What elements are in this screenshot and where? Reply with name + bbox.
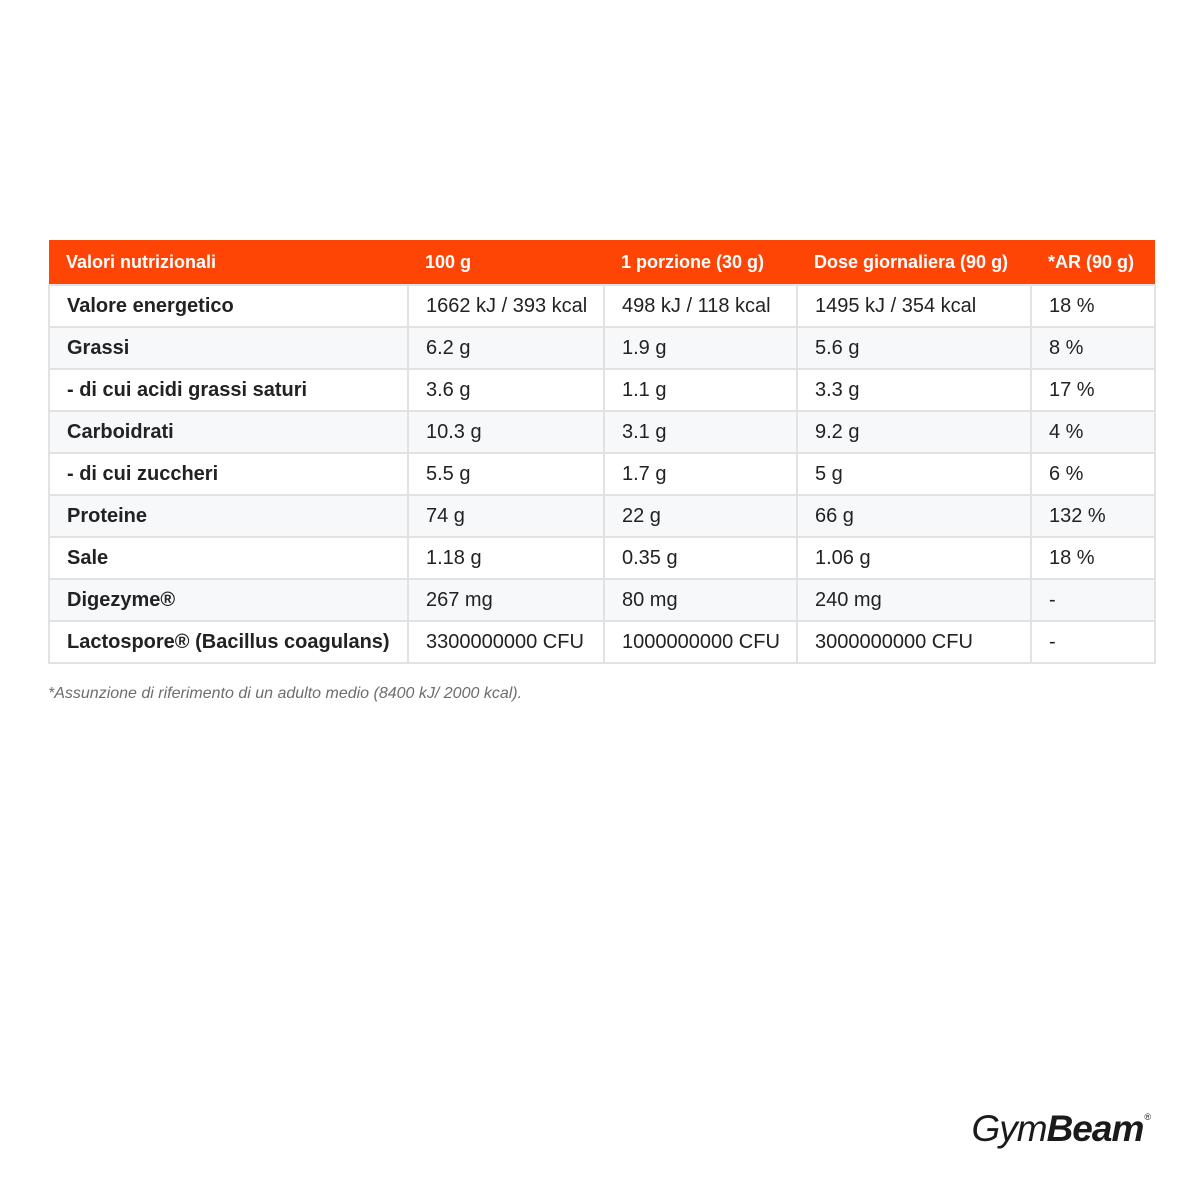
cell-reference-intake: 17 % [1031,369,1155,411]
header-row [49,240,1155,285]
cell-reference-intake: 132 % [1031,495,1155,537]
row-label: Digezyme® [49,579,408,621]
cell-reference-intake: - [1031,579,1155,621]
nutrition-table [48,240,1156,664]
cell-per-portion: 22 g [604,495,797,537]
cell-per-100g: 5.5 g [408,453,604,495]
row-label: Carboidrati [49,411,408,453]
table-row [49,495,1155,537]
header-nutrient: Valori nutrizionali [49,240,408,285]
nutrition-table-header [49,240,1155,285]
header-per-portion: 1 porzione (30 g) [604,240,797,285]
cell-daily-dose: 3000000000 CFU [797,621,1031,663]
cell-reference-intake: 6 % [1031,453,1155,495]
row-label: Sale [49,537,408,579]
header-per-100g: 100 g [408,240,604,285]
logo-text-beam: Beam [1046,1108,1144,1149]
cell-daily-dose: 1495 kJ / 354 kcal [797,285,1031,327]
cell-daily-dose: 5 g [797,453,1031,495]
row-label: Lactospore® (Bacillus coagulans) [49,621,408,663]
cell-reference-intake: 18 % [1031,537,1155,579]
cell-reference-intake: 8 % [1031,327,1155,369]
table-row [49,327,1155,369]
cell-per-100g: 74 g [408,495,604,537]
cell-per-portion: 3.1 g [604,411,797,453]
cell-per-100g: 1662 kJ / 393 kcal [408,285,604,327]
gymbeam-logo [971,1108,1150,1150]
cell-reference-intake: 18 % [1031,285,1155,327]
cell-reference-intake: - [1031,621,1155,663]
cell-per-100g: 3300000000 CFU [408,621,604,663]
cell-daily-dose: 5.6 g [797,327,1031,369]
cell-per-100g: 6.2 g [408,327,604,369]
row-label: - di cui zuccheri [49,453,408,495]
cell-per-100g: 1.18 g [408,537,604,579]
registered-mark: ® [1144,1112,1150,1122]
table-row [49,411,1155,453]
table-row [49,285,1155,327]
row-label: - di cui acidi grassi saturi [49,369,408,411]
cell-per-portion: 80 mg [604,579,797,621]
cell-per-portion: 1.7 g [604,453,797,495]
cell-per-portion: 1.9 g [604,327,797,369]
cell-daily-dose: 240 mg [797,579,1031,621]
nutrition-table-body [49,285,1155,663]
cell-per-portion: 498 kJ / 118 kcal [604,285,797,327]
cell-per-100g: 267 mg [408,579,604,621]
cell-per-portion: 0.35 g [604,537,797,579]
table-row [49,579,1155,621]
table-row [49,621,1155,663]
table-row [49,453,1155,495]
cell-per-portion: 1.1 g [604,369,797,411]
row-label: Valore energetico [49,285,408,327]
cell-per-portion: 1000000000 CFU [604,621,797,663]
cell-daily-dose: 9.2 g [797,411,1031,453]
row-label: Proteine [49,495,408,537]
cell-daily-dose: 3.3 g [797,369,1031,411]
header-daily-dose: Dose giornaliera (90 g) [797,240,1031,285]
cell-per-100g: 10.3 g [408,411,604,453]
row-label: Grassi [49,327,408,369]
logo-text-gym: Gym [971,1108,1047,1149]
table-row [49,537,1155,579]
table-row [49,369,1155,411]
cell-per-100g: 3.6 g [408,369,604,411]
cell-reference-intake: 4 % [1031,411,1155,453]
reference-intake-footnote: *Assunzione di riferimento di un adulto medio (8400 kJ/ 2000 kcal). [48,685,523,702]
header-reference-intake: *AR (90 g) [1031,240,1155,285]
cell-daily-dose: 1.06 g [797,537,1031,579]
cell-daily-dose: 66 g [797,495,1031,537]
